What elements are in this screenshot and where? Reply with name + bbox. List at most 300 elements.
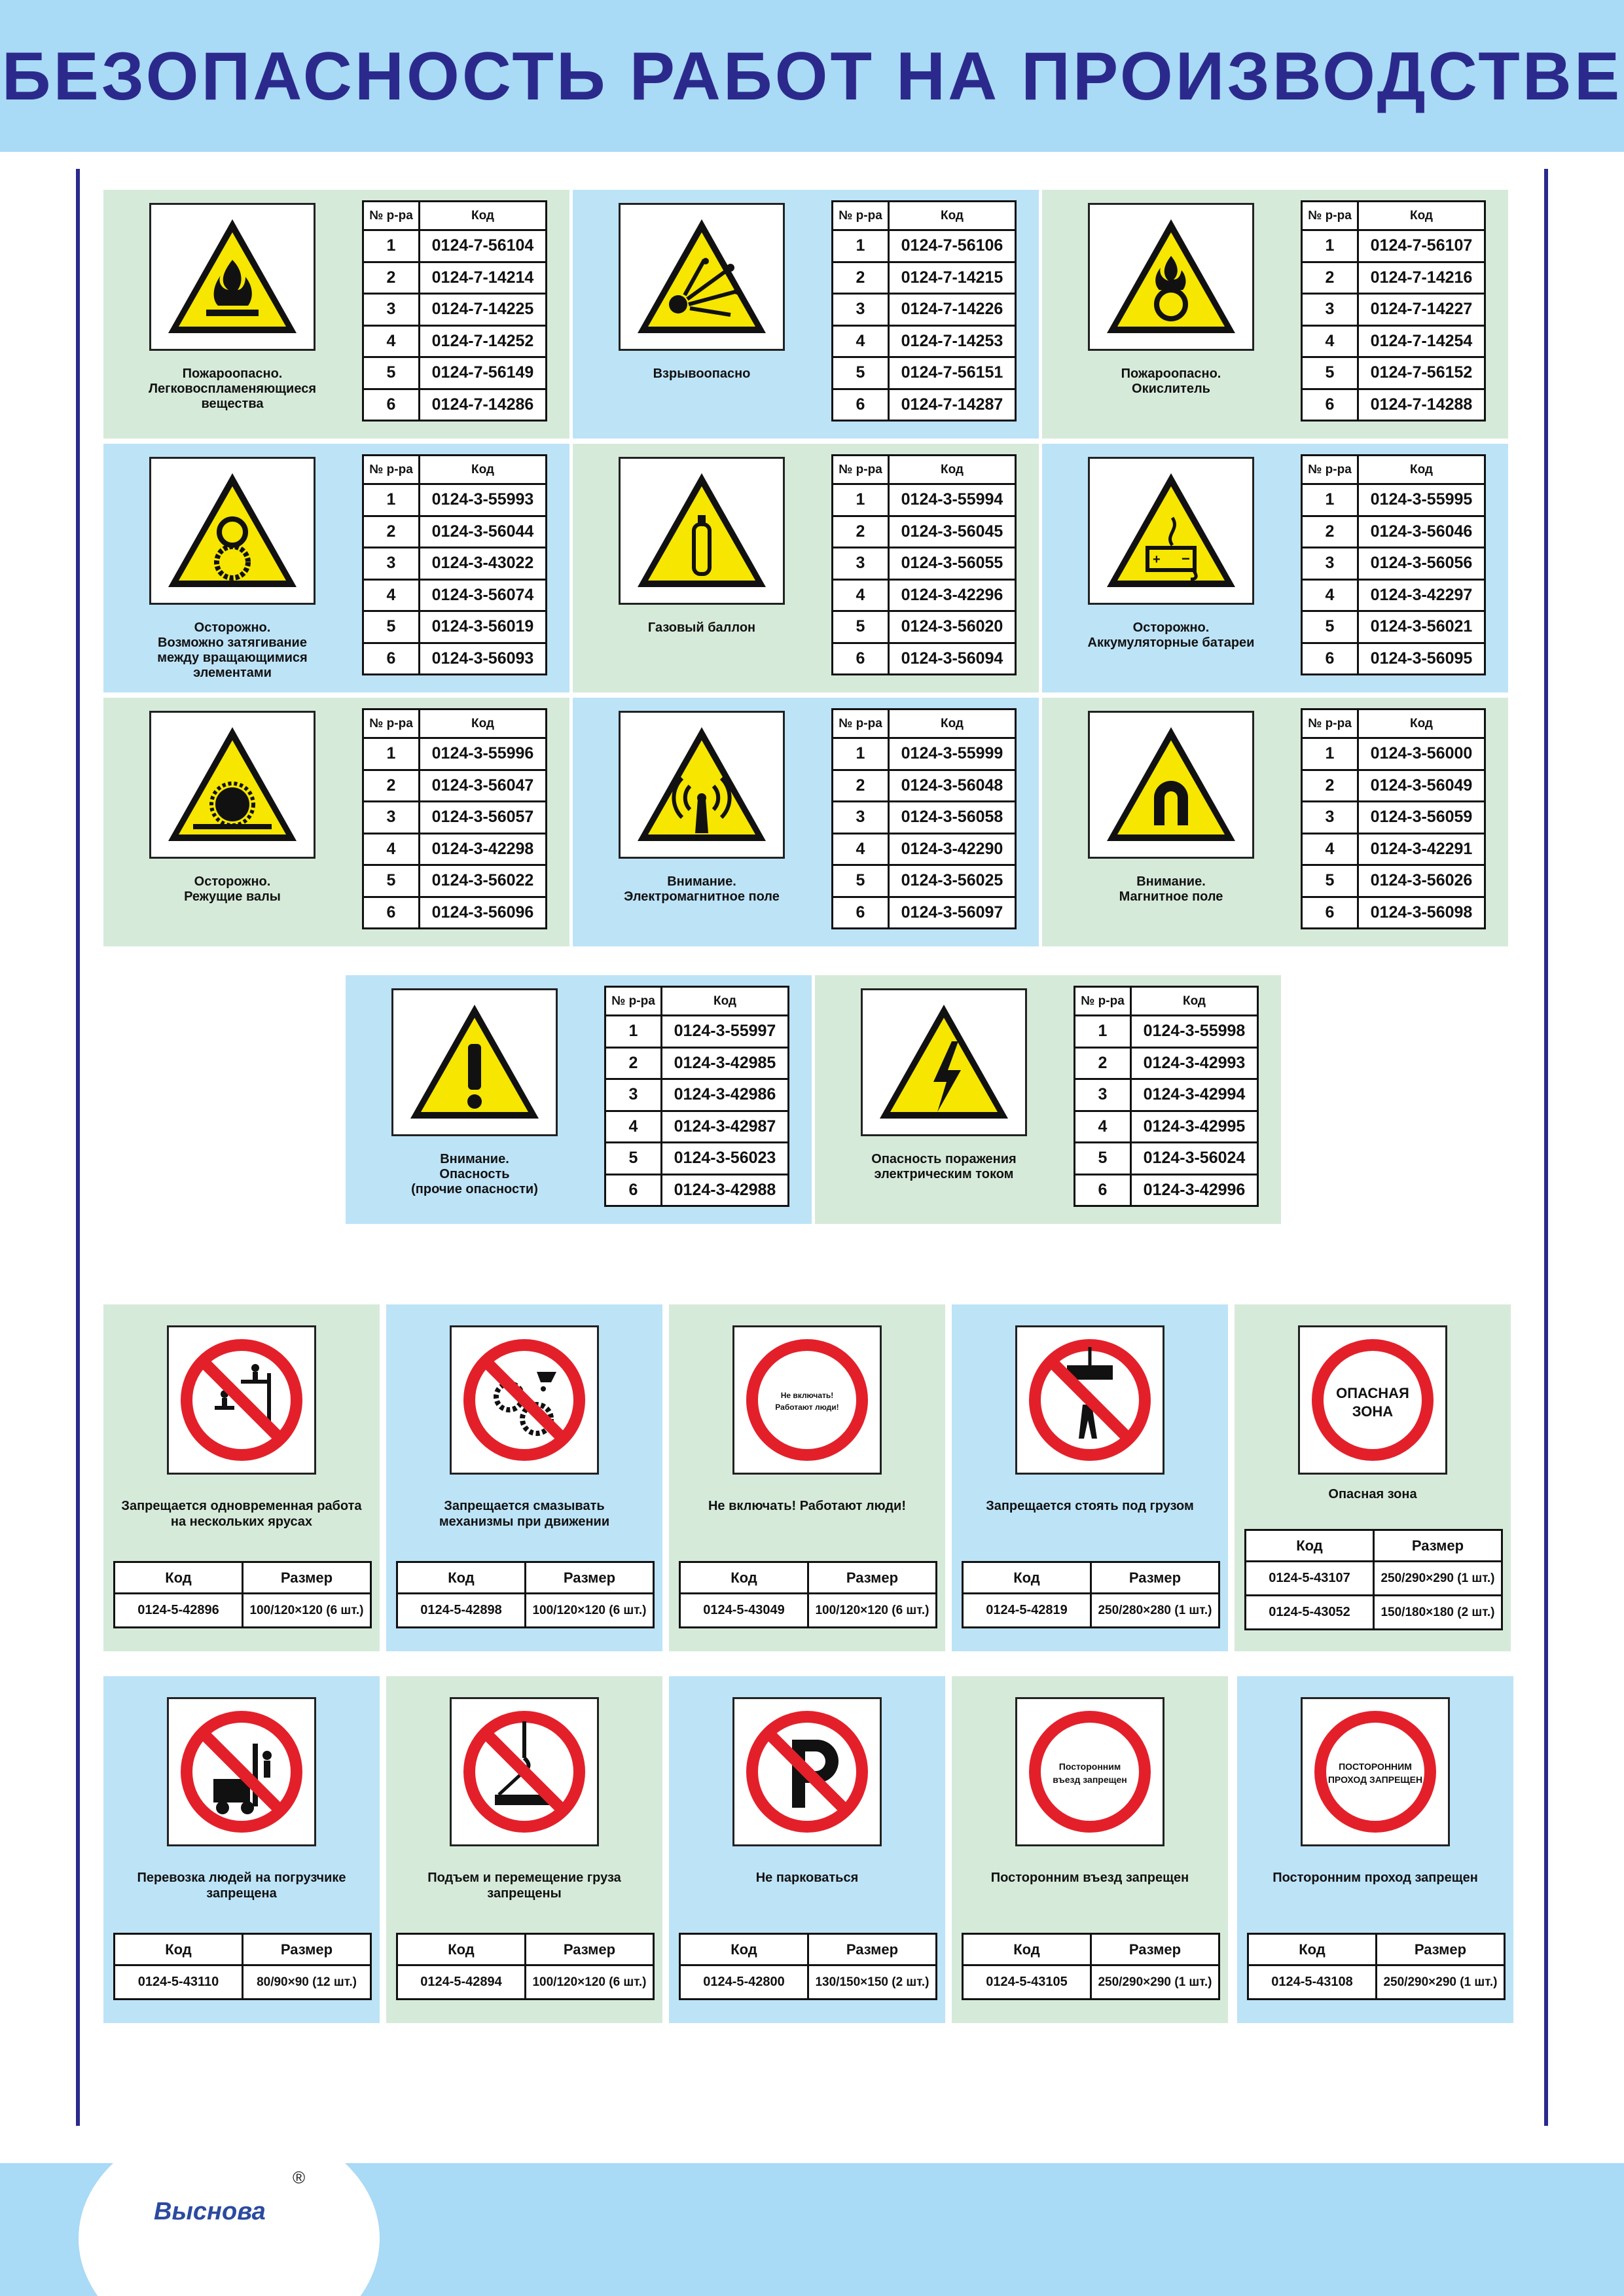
variant-number-cell: 6 (605, 1174, 662, 1206)
table-row (963, 1965, 1219, 2000)
publisher-logo (154, 2168, 317, 2245)
caption-line: вещества (201, 397, 264, 411)
variant-number-cell: 3 (363, 548, 420, 580)
prohibition-sign-caption (674, 1498, 940, 1514)
size-cell: 250/290×290 (1 шт.) (1091, 1965, 1219, 2000)
column-header-number: № р-ра (1302, 709, 1358, 738)
table-row (605, 1079, 789, 1111)
lightning-icon (861, 988, 1027, 1136)
column-header-size: Размер (1374, 1530, 1502, 1562)
table-row (363, 325, 547, 357)
product-code-cell: 0124-3-56019 (420, 611, 547, 643)
product-code-cell: 0124-3-56023 (662, 1143, 789, 1175)
variant-number-cell: 2 (833, 262, 889, 294)
column-header-size: Размер (808, 1562, 937, 1594)
product-code-cell: 0124-3-56048 (889, 770, 1016, 802)
prohibition-sign-card (669, 1304, 945, 1651)
product-code-cell: 0124-7-14252 (420, 325, 547, 357)
table-row (363, 738, 547, 770)
variant-number-cell: 5 (833, 611, 889, 643)
column-header-number: № р-ра (1302, 202, 1358, 230)
variant-number-cell: 6 (363, 643, 420, 675)
column-header-code: Код (1246, 1530, 1374, 1562)
code-size-table (113, 1933, 372, 2000)
product-code-cell: 0124-7-14253 (889, 325, 1016, 357)
table-row (363, 548, 547, 580)
product-code-cell: 0124-7-14287 (889, 389, 1016, 421)
product-code-cell: 0124-7-56107 (1358, 230, 1485, 262)
variant-number-cell: 2 (833, 516, 889, 548)
variant-number-cell: 1 (1302, 738, 1358, 770)
caption-line: Опасность поражения (871, 1152, 1017, 1166)
variant-number-cell: 2 (1075, 1047, 1131, 1079)
prohibition-sign-caption (391, 1498, 657, 1530)
product-code-cell: 0124-5-43052 (1246, 1596, 1374, 1630)
variant-number-cell: 6 (833, 389, 889, 421)
table-row (363, 897, 547, 929)
product-code-cell: 0124-3-42987 (662, 1111, 789, 1143)
table-row (605, 1174, 789, 1206)
column-header-code: Код (397, 1934, 526, 1965)
explosion-icon (619, 203, 785, 351)
warning-sign-caption (103, 874, 361, 905)
product-code-cell: 0124-3-56045 (889, 516, 1016, 548)
variant-number-cell: 4 (1302, 325, 1358, 357)
code-size-table (396, 1561, 655, 1628)
product-code-cell: 0124-3-56057 (420, 802, 547, 834)
table-row (680, 1965, 937, 2000)
product-code-cell: 0124-3-42994 (1131, 1079, 1258, 1111)
caption-line: механизмы при движении (439, 1515, 610, 1529)
table-row (1075, 1143, 1258, 1175)
svg-text:−: − (1182, 550, 1190, 567)
warning-sign-card (346, 975, 812, 1224)
size-cell: 100/120×120 (6 шт.) (526, 1965, 654, 2000)
column-header-code: Код (889, 456, 1016, 484)
column-header-size: Размер (1091, 1562, 1219, 1594)
column-header-code: Код (662, 987, 789, 1016)
product-code-cell: 0124-3-56098 (1358, 897, 1485, 929)
warning-sign-caption (573, 367, 831, 382)
table-row (1302, 833, 1485, 865)
warning-sign-card (1042, 698, 1508, 946)
product-code-cell: 0124-3-56047 (420, 770, 547, 802)
oxidizer-icon (1088, 203, 1254, 351)
table-row (363, 516, 547, 548)
caption-line: Осторожно. (1132, 620, 1210, 635)
caption-line: (прочие опасности) (411, 1182, 538, 1196)
variant-number-cell: 3 (833, 294, 889, 326)
variant-code-table (604, 986, 789, 1207)
forklift-people-icon (167, 1697, 316, 1846)
variant-number-cell: 5 (1302, 611, 1358, 643)
product-code-cell: 0124-5-43108 (1248, 1965, 1377, 2000)
variant-number-cell: 6 (833, 897, 889, 929)
right-border-line (1544, 169, 1548, 2126)
table-row (833, 579, 1016, 611)
product-code-cell: 0124-7-14215 (889, 262, 1016, 294)
warning-sign-caption (573, 620, 831, 636)
code-size-table (1244, 1529, 1503, 1630)
warning-sign-card (103, 698, 569, 946)
table-row (363, 230, 547, 262)
table-row (1302, 579, 1485, 611)
prohibition-sign-card (386, 1304, 662, 1651)
caption-line: запрещены (487, 1886, 562, 1901)
variant-number-cell: 6 (833, 643, 889, 675)
product-code-cell: 0124-3-56000 (1358, 738, 1485, 770)
variant-number-cell: 5 (363, 611, 420, 643)
caption-line: Внимание. (1136, 874, 1206, 889)
table-row (1302, 643, 1485, 675)
table-row (363, 865, 547, 897)
caption-line: электрическим током (874, 1167, 1014, 1181)
variant-number-cell: 5 (605, 1143, 662, 1175)
variant-number-cell: 6 (1075, 1174, 1131, 1206)
product-code-cell: 0124-5-43049 (680, 1594, 808, 1628)
table-row (1302, 865, 1485, 897)
product-code-cell: 0124-3-56058 (889, 802, 1016, 834)
table-row (1302, 611, 1485, 643)
table-row (363, 579, 547, 611)
product-code-cell: 0124-5-42800 (680, 1965, 808, 2000)
product-code-cell: 0124-3-56049 (1358, 770, 1485, 802)
caption-line: Внимание. (667, 874, 736, 889)
caption-line: Запрещается стоять под грузом (986, 1499, 1194, 1513)
column-header-size: Размер (808, 1934, 937, 1965)
caption-line: Не включать! Работают люди! (708, 1499, 907, 1513)
warning-sign-card (103, 190, 569, 439)
product-code-cell: 0124-3-55994 (889, 484, 1016, 516)
column-header-number: № р-ра (1075, 987, 1131, 1016)
table-row (605, 1143, 789, 1175)
prohibition-sign-caption (674, 1870, 940, 1886)
table-row (363, 833, 547, 865)
variant-number-cell: 4 (363, 579, 420, 611)
code-size-table (962, 1561, 1220, 1628)
warning-sign-caption (103, 367, 361, 412)
table-row (605, 1047, 789, 1079)
variant-number-cell: 2 (1302, 516, 1358, 548)
variant-code-table (1301, 708, 1486, 929)
variant-number-cell: 3 (833, 802, 889, 834)
product-code-cell: 0124-3-55993 (420, 484, 547, 516)
prohibition-sign-caption (1242, 1870, 1508, 1886)
size-cell: 250/290×290 (1 шт.) (1377, 1965, 1505, 2000)
warning-sign-card (573, 444, 1039, 692)
variant-number-cell: 6 (1302, 389, 1358, 421)
product-code-cell: 0124-5-42819 (963, 1594, 1091, 1628)
caption-line: Перевозка людей на погрузчике (137, 1871, 346, 1885)
caption-line: Пожароопасно. (1121, 367, 1221, 381)
variant-number-cell: 6 (363, 897, 420, 929)
variant-number-cell: 3 (363, 802, 420, 834)
column-header-code: Код (420, 456, 547, 484)
warning-sign-card (815, 975, 1281, 1224)
variant-number-cell: 1 (1302, 484, 1358, 516)
code-size-table (396, 1933, 655, 2000)
variant-number-cell: 2 (363, 262, 420, 294)
table-row (1075, 1016, 1258, 1048)
product-code-cell: 0124-3-56056 (1358, 548, 1485, 580)
lubrication-gears-icon (450, 1325, 599, 1475)
caption-line: между вращающимися (157, 651, 308, 665)
table-row (1302, 770, 1485, 802)
size-cell: 100/120×120 (6 шт.) (243, 1594, 371, 1628)
variant-number-cell: 4 (363, 325, 420, 357)
variant-number-cell: 2 (1302, 770, 1358, 802)
product-code-cell: 0124-5-42894 (397, 1965, 526, 2000)
size-cell: 100/120×120 (6 шт.) (808, 1594, 937, 1628)
table-row (1302, 484, 1485, 516)
product-code-cell: 0124-7-56151 (889, 357, 1016, 389)
product-code-cell: 0124-3-55997 (662, 1016, 789, 1048)
column-header-code: Код (963, 1934, 1091, 1965)
column-header-number: № р-ра (833, 202, 889, 230)
prohibition-sign-caption (109, 1498, 374, 1530)
variant-number-cell: 2 (1302, 262, 1358, 294)
exclamation-icon (391, 988, 558, 1136)
caption-line: Запрещается одновременная работа (121, 1499, 362, 1513)
variant-code-table (1074, 986, 1259, 1207)
code-size-table (679, 1933, 937, 2000)
variant-number-cell: 3 (833, 548, 889, 580)
table-row (1302, 230, 1485, 262)
warning-sign-card (573, 190, 1039, 439)
variant-number-cell: 5 (833, 357, 889, 389)
table-row (833, 262, 1016, 294)
product-code-cell: 0124-3-56044 (420, 516, 547, 548)
table-row (833, 770, 1016, 802)
product-code-cell: 0124-5-42896 (115, 1594, 243, 1628)
sign-inscription: Работают люди! (775, 1403, 839, 1412)
table-row (833, 230, 1016, 262)
caption-line: Пожароопасно. (182, 367, 283, 381)
column-header-number: № р-ра (833, 456, 889, 484)
product-code-cell: 0124-3-56097 (889, 897, 1016, 929)
table-row (1248, 1965, 1505, 2000)
column-header-size: Размер (1377, 1934, 1505, 1965)
caption-line: Посторонним въезд запрещен (990, 1871, 1189, 1885)
product-code-cell: 0124-7-56149 (420, 357, 547, 389)
flame-icon (149, 203, 316, 351)
prohibition-sign-card (1235, 1304, 1511, 1651)
table-row (363, 262, 547, 294)
code-size-table (962, 1933, 1220, 2000)
product-code-cell: 0124-7-56106 (889, 230, 1016, 262)
registered-mark: ® (293, 2168, 306, 2187)
warning-sign-card (103, 444, 569, 692)
column-header-code: Код (1358, 202, 1485, 230)
table-row (1302, 897, 1485, 929)
table-row (833, 516, 1016, 548)
variant-number-cell: 2 (833, 770, 889, 802)
prohibition-sign-card (103, 1304, 380, 1651)
caption-line: Осторожно. (194, 620, 271, 635)
variant-number-cell: 4 (833, 579, 889, 611)
crane-hook-icon (450, 1697, 599, 1846)
table-row (833, 802, 1016, 834)
variant-number-cell: 3 (1302, 294, 1358, 326)
table-row (1302, 738, 1485, 770)
variant-number-cell: 6 (1302, 897, 1358, 929)
caption-line: Электромагнитное поле (624, 889, 780, 904)
prohibition-sign-card (1237, 1676, 1513, 2023)
table-row (1246, 1596, 1502, 1630)
product-code-cell: 0124-3-56022 (420, 865, 547, 897)
product-code-cell: 0124-5-42898 (397, 1594, 526, 1628)
table-row (363, 611, 547, 643)
variant-number-cell: 4 (363, 833, 420, 865)
column-header-number: № р-ра (363, 456, 420, 484)
gas-cylinder-icon (619, 457, 785, 605)
table-row (680, 1594, 937, 1628)
column-header-number: № р-ра (605, 987, 662, 1016)
product-code-cell: 0124-3-56095 (1358, 643, 1485, 675)
caption-line: запрещена (206, 1886, 277, 1901)
column-header-number: № р-ра (1302, 456, 1358, 484)
caption-line: Подъем и перемещение груза (427, 1871, 621, 1885)
ring-text-icon (1301, 1697, 1450, 1846)
variant-number-cell: 1 (605, 1016, 662, 1048)
variant-number-cell: 4 (1302, 579, 1358, 611)
warning-sign-caption (103, 620, 361, 681)
variant-number-cell: 6 (1302, 643, 1358, 675)
column-header-code: Код (420, 202, 547, 230)
table-row (363, 357, 547, 389)
variant-code-table (831, 454, 1017, 675)
table-row (833, 643, 1016, 675)
sign-inscription: Не включать! (780, 1391, 834, 1400)
product-code-cell: 0124-7-14225 (420, 294, 547, 326)
warning-sign-caption (1042, 620, 1300, 651)
product-code-cell: 0124-3-42297 (1358, 579, 1485, 611)
logo-text: Выснова (154, 2198, 266, 2225)
table-row (1302, 262, 1485, 294)
product-code-cell: 0124-7-14288 (1358, 389, 1485, 421)
warning-sign-caption (346, 1152, 604, 1197)
variant-number-cell: 5 (1302, 865, 1358, 897)
sign-inscription: ЗОНА (1352, 1403, 1394, 1420)
caption-line: Режущие валы (184, 889, 281, 904)
caption-line: Опасность (439, 1167, 510, 1181)
no-parking-icon (732, 1697, 882, 1846)
caption-line: Аккумуляторные батареи (1087, 636, 1255, 650)
warning-sign-caption (815, 1152, 1073, 1182)
warning-sign-caption (1042, 874, 1300, 905)
variant-number-cell: 1 (363, 230, 420, 262)
prohibition-sign-card (952, 1304, 1228, 1651)
column-header-size: Размер (526, 1934, 654, 1965)
product-code-cell: 0124-3-42986 (662, 1079, 789, 1111)
product-code-cell: 0124-3-56074 (420, 579, 547, 611)
table-row (363, 389, 547, 421)
column-header-code: Код (889, 202, 1016, 230)
column-header-code: Код (1358, 456, 1485, 484)
product-code-cell: 0124-7-14254 (1358, 325, 1485, 357)
table-row (1302, 548, 1485, 580)
caption-line: Возможно затягивание (158, 636, 307, 650)
column-header-code: Код (1131, 987, 1258, 1016)
caption-line: Посторонним проход запрещен (1272, 1871, 1478, 1885)
column-header-size: Размер (526, 1562, 654, 1594)
product-code-cell: 0124-7-14226 (889, 294, 1016, 326)
variant-number-cell: 5 (1075, 1143, 1131, 1175)
table-row (833, 833, 1016, 865)
variant-number-cell: 4 (1302, 833, 1358, 865)
table-row (363, 484, 547, 516)
product-code-cell: 0124-5-43105 (963, 1965, 1091, 2000)
column-header-code: Код (680, 1562, 808, 1594)
product-code-cell: 0124-3-55995 (1358, 484, 1485, 516)
product-code-cell: 0124-5-43107 (1246, 1562, 1374, 1596)
product-code-cell: 0124-3-43022 (420, 548, 547, 580)
ring-text-icon (732, 1325, 882, 1475)
size-cell: 100/120×120 (6 шт.) (526, 1594, 654, 1628)
caption-line: Внимание. (440, 1152, 509, 1166)
product-code-cell: 0124-3-42298 (420, 833, 547, 865)
variant-number-cell: 5 (1302, 357, 1358, 389)
warning-sign-card (1042, 190, 1508, 439)
variant-number-cell: 5 (363, 357, 420, 389)
variant-number-cell: 6 (363, 389, 420, 421)
column-header-code: Код (680, 1934, 808, 1965)
table-row (363, 643, 547, 675)
caption-line: Взрывоопасно (653, 367, 751, 381)
table-row (1302, 325, 1485, 357)
table-row (833, 897, 1016, 929)
variant-number-cell: 3 (363, 294, 420, 326)
variant-number-cell: 4 (833, 325, 889, 357)
ring-text-icon (1298, 1325, 1447, 1475)
person-under-load-icon (1015, 1325, 1164, 1475)
column-header-code: Код (889, 709, 1016, 738)
table-row (833, 357, 1016, 389)
svg-text:+: + (1153, 552, 1161, 567)
product-code-cell: 0124-7-14214 (420, 262, 547, 294)
table-row (833, 548, 1016, 580)
prohibition-sign-caption (957, 1870, 1223, 1886)
size-cell: 250/280×280 (1 шт.) (1091, 1594, 1219, 1628)
product-code-cell: 0124-3-55996 (420, 738, 547, 770)
code-size-table (679, 1561, 937, 1628)
table-row (363, 802, 547, 834)
column-header-code: Код (420, 709, 547, 738)
product-code-cell: 0124-3-42290 (889, 833, 1016, 865)
product-code-cell: 0124-3-56021 (1358, 611, 1485, 643)
code-size-table (1247, 1933, 1506, 2000)
product-code-cell: 0124-3-42985 (662, 1047, 789, 1079)
em-field-icon (619, 711, 785, 859)
product-code-cell: 0124-3-56096 (420, 897, 547, 929)
table-row (605, 1016, 789, 1048)
sign-inscription: въезд запрещен (1053, 1774, 1127, 1785)
product-code-cell: 0124-7-14227 (1358, 294, 1485, 326)
column-header-size: Размер (243, 1934, 371, 1965)
table-row (1302, 802, 1485, 834)
table-row (1302, 389, 1485, 421)
warning-sign-card (1042, 444, 1508, 692)
product-code-cell: 0124-3-56055 (889, 548, 1016, 580)
variant-number-cell: 1 (1075, 1016, 1131, 1048)
rotating-gears-icon (149, 457, 316, 605)
table-row (1302, 516, 1485, 548)
product-code-cell: 0124-3-56025 (889, 865, 1016, 897)
table-row (833, 325, 1016, 357)
caption-line: Магнитное поле (1119, 889, 1223, 904)
caption-line: на нескольких ярусах (170, 1515, 313, 1529)
variant-number-cell: 4 (833, 833, 889, 865)
